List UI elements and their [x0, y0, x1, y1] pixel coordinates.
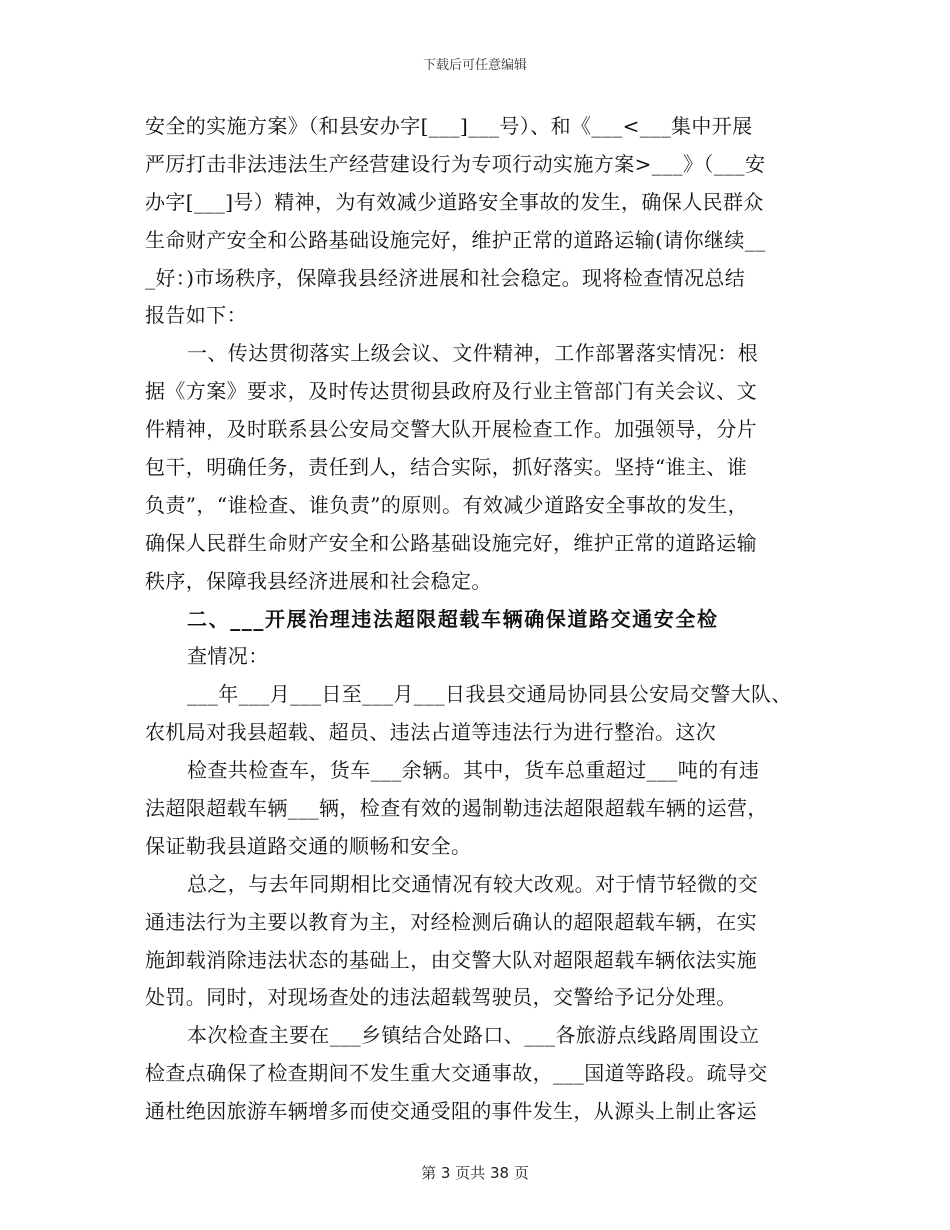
body-line: 办字[___]号）精神，为有效减少道路安全事故的发生，确保人民群众	[145, 189, 764, 214]
body-line: 通违法行为主要以教育为主，对经检测后确认的超限超载车辆，在实	[145, 909, 757, 934]
body-line: 生命财产安全和公路基础设施完好，维护正常的道路运输(请你继续__	[145, 227, 766, 252]
body-line: 农机局对我县超载、超员、违法占道等违法行为进行整治。这次	[145, 720, 717, 745]
body-line: _好：)市场秩序，保障我县经济进展和社会稳定。现将检查情况总结	[145, 265, 746, 290]
body-line: 一、传达贯彻落实上级会议、文件精神，工作部署落实情况：根	[187, 341, 759, 366]
body-line: 据《方案》要求，及时传达贯彻县政府及行业主管部门有关会议、文	[145, 379, 757, 404]
body-line: 保证勒我县道路交通的顺畅和安全。	[145, 833, 472, 858]
body-line: 严厉打击非法违法生产经营建设行为专项行动实施方案>___》（___安	[145, 151, 766, 176]
body-line: 安全的实施方案》（和县安办字[___]___号）、和《___<___集中开展	[145, 114, 753, 138]
body-line: 通杜绝因旅游车辆增多而使交通受阻的事件发生，从源头上制止客运	[145, 1099, 757, 1124]
body-line: 查情况：	[187, 644, 269, 669]
body-line: 包干，明确任务，责任到人，结合实际，抓好落实。坚持“谁主、谁	[145, 455, 748, 480]
body-line: 确保人民群生命财产安全和公路基础设施完好，维护正常的道路运输	[145, 530, 757, 555]
body-line: 负责”，“谁检查、谁负责”的原则。有效减少道路安全事故的发生，	[145, 492, 749, 517]
body-line: 检查共检查车，货车___余辆。其中，货车总重超过___吨的有违	[187, 758, 760, 783]
body-line: 总之，与去年同期相比交通情况有较大改观。对于情节轻微的交	[187, 871, 759, 896]
body-line: 本次检查主要在___乡镇结合处路口、___各旅游点线路周围设立	[187, 1023, 760, 1048]
document-body	[145, 108, 810, 1131]
body-line: 件精神，及时联系县公安局交警大队开展检查工作。加强领导，分片	[145, 417, 757, 442]
body-line: 检查点确保了检查期间不发生重大交通事故，___国道等路段。疏导交	[145, 1061, 768, 1086]
body-line: 报告如下：	[145, 303, 247, 328]
body-line: 处罚。同时，对现场查处的违法超载驾驶员，交警给予记分处理。	[145, 985, 737, 1010]
page-header: 下载后可任意编辑	[422, 58, 527, 73]
page-footer: 第 3 页共 38 页	[421, 1164, 529, 1182]
body-line: 秩序，保障我县经济进展和社会稳定。	[145, 568, 492, 593]
body-line: ___年___月___日至___月___日我县交通局协同县公安局交警大队、	[187, 682, 792, 707]
body-line: 法超限超载车辆___辆，检查有效的遏制勒违法超限超载车辆的运营，	[145, 796, 768, 821]
section-heading: 二、___开展治理违法超限超载车辆确保道路交通安全检	[187, 606, 719, 631]
body-line: 施卸载消除违法状态的基础上，由交警大队对超限超载车辆依法实施	[145, 947, 757, 972]
